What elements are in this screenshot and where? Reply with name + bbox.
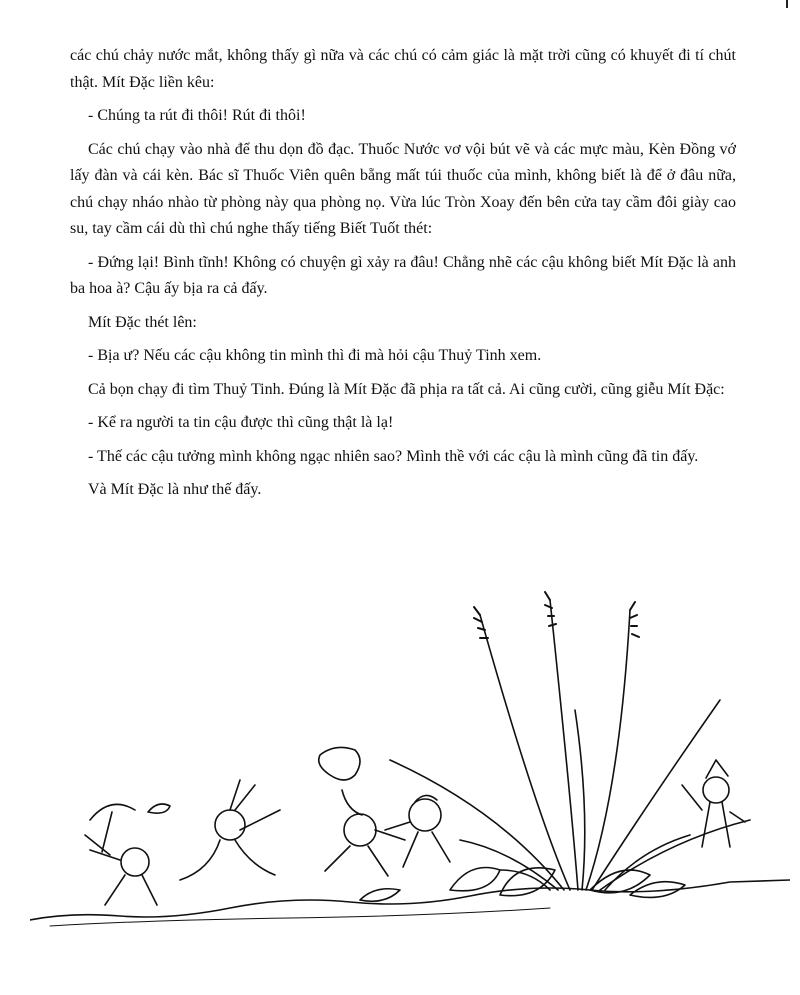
paragraph: - Thế các cậu tưởng mình không ngạc nhiên sao? Mình thề với các cậu là mình cũng đã tin đấy. xyxy=(88,447,699,465)
paragraph: Và Mít Đặc là như thế đấy. xyxy=(88,481,262,498)
running-figure-icon xyxy=(385,795,450,867)
paragraph: các chú chảy nước mắt, không thấy gì nữa và các chú có cảm giác là mặt trời cũng có khuyết đi tí chút thật. Mít Đặc liền kêu: xyxy=(70,47,736,91)
paragraph: - Đứng lại! Bình tĩnh! Không có chuyện gì xảy ra đâu! Chẳng nhẽ các cậu không biết Mít Đặc là anh ba hoa à? Cậu ấy bịa ra cả đấy. xyxy=(70,253,736,297)
paragraph: - Bịa ư? Nếu các cậu không tin mình thì đi mà hỏi cậu Thuỷ Tinh xem. xyxy=(88,347,542,364)
standing-figure-icon xyxy=(682,760,745,847)
running-figure-icon xyxy=(325,814,405,876)
ink-illustration xyxy=(30,590,790,930)
paragraph: Các chú chạy vào nhà để thu dọn đồ đạc. Thuốc Nước vơ vội bút vẽ và các mực màu, Kèn Đồng vớ lấy đàn và cái kèn. Bác sĩ Thuốc Viên quên bẵng mất túi thuốc của mình, không biết là để ở đâu nữa, chú chạy nháo nhào từ phòng này qua phòng nọ. Vừa lúc Tròn Xoay đến bên cửa tay cầm đôi giày cao su, tay cầm cái dù thì chú nghe thấy tiếng Biết Tuốt thét: xyxy=(70,140,736,237)
running-figure-icon xyxy=(85,835,157,905)
paragraph: Cả bọn chạy đi tìm Thuỷ Tinh. Đúng là Mít Đặc đã phịa ra tất cả. Ai cũng cười, cũng giễu Mít Đặc: xyxy=(88,380,725,398)
paragraph: - Kể ra người ta tin cậu được thì cũng thật là lạ! xyxy=(88,414,394,431)
page-corner-mark xyxy=(786,0,788,8)
paragraph: - Chúng ta rút đi thôi! Rút đi thôi! xyxy=(88,107,306,124)
paragraph: Mít Đặc thét lên: xyxy=(88,313,197,331)
story-text xyxy=(70,43,736,511)
hat-icon xyxy=(148,804,170,813)
ground-line xyxy=(30,880,790,920)
plant-icon xyxy=(390,592,750,890)
running-figure-icon xyxy=(180,780,280,880)
tuba-icon xyxy=(319,747,362,815)
